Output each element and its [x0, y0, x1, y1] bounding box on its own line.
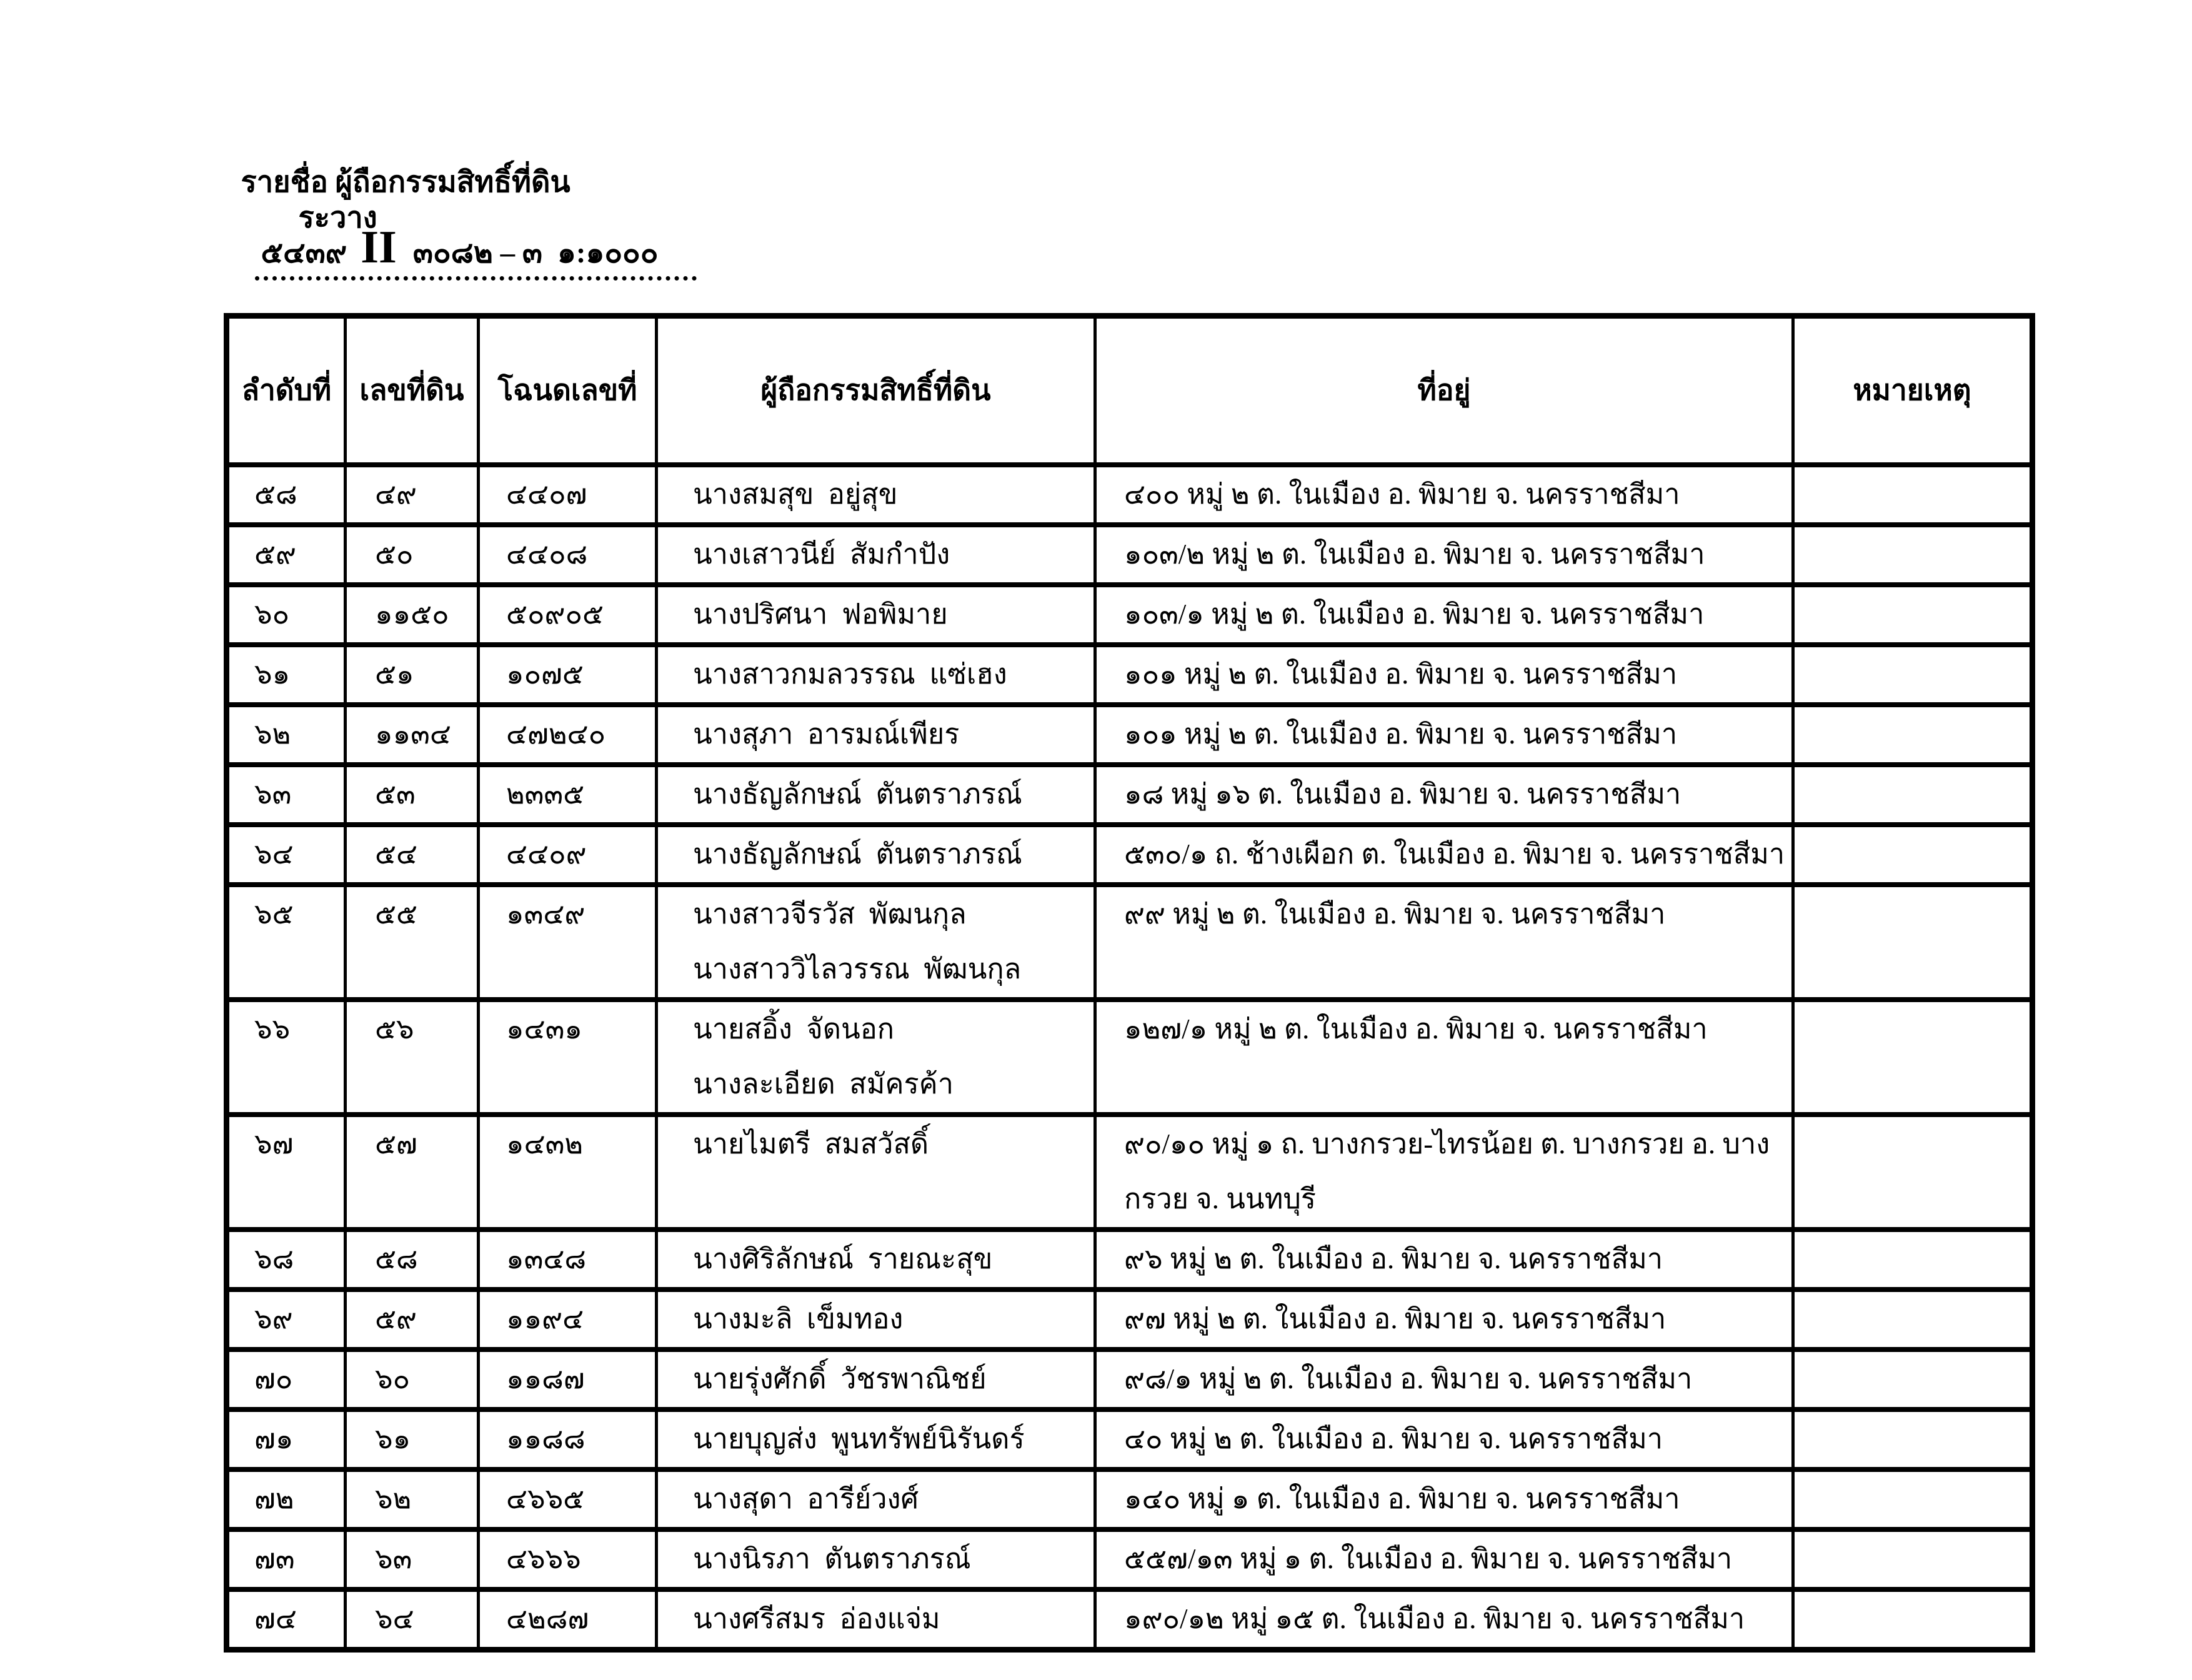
holder-cell-line: นางละเอียด สมัครค้า	[693, 1068, 954, 1100]
remark-cell-line	[1795, 647, 2030, 702]
deed-no-cell	[479, 1000, 657, 1115]
land-no-cell	[346, 705, 479, 765]
table-row	[227, 1349, 2033, 1409]
deed-no-cell	[479, 1115, 657, 1230]
table-row	[227, 1529, 2033, 1589]
deed-no-cell-line: ๔๖๖๖	[506, 1543, 581, 1574]
deed-no-cell-line: ๑๓๔๙	[506, 898, 585, 930]
seq-cell-line: ๗๒	[254, 1483, 294, 1514]
land-no-cell	[346, 1529, 479, 1589]
land-no-cell-line: ๖๒	[375, 1483, 412, 1514]
table-row	[227, 645, 2033, 705]
remark-cell-line	[1795, 1352, 2030, 1407]
holder-cell-line: นางธัญลักษณ์ ตันตราภรณ์	[693, 838, 1022, 870]
deed-no-cell-line: ๔๔๐๘	[506, 538, 588, 570]
land-no-cell-line: ๕๙	[375, 1303, 417, 1335]
deed-no-cell	[479, 1469, 657, 1529]
address-cell-line: ๙๘/๑ หมู่ ๒ ต. ในเมือง อ. พิมาย จ. นครราชสีมา	[1124, 1363, 1693, 1394]
deed-no-cell	[479, 1409, 657, 1469]
address-cell	[1095, 1000, 1793, 1115]
holder-cell	[657, 885, 1095, 1000]
deed-no-cell-line: ๑๑๙๔	[506, 1303, 584, 1335]
table-row	[227, 1290, 2033, 1349]
remark-cell	[1793, 1349, 2033, 1409]
holder-cell-line: นางศรีสมร อ่องแจ่ม	[693, 1603, 940, 1634]
table-row	[227, 1115, 2033, 1230]
remark-cell-line	[1795, 1592, 2030, 1647]
deed-no-cell-line: ๑๑๘๗	[506, 1363, 585, 1394]
land-no-cell-line: ๕๘	[375, 1243, 418, 1275]
seq-cell-line: ๖๘	[254, 1243, 294, 1275]
remark-cell	[1793, 1290, 2033, 1349]
address-cell	[1095, 1409, 1793, 1469]
holder-cell	[657, 705, 1095, 765]
deed-no-cell-line: ๔๖๖๕	[506, 1483, 585, 1514]
address-cell-line: ๑๐๑ หมู่ ๒ ต. ในเมือง อ. พิมาย จ. นครราชสีมา	[1124, 658, 1678, 690]
seq-cell-line: ๖๔	[254, 838, 294, 870]
deed-no-cell	[479, 765, 657, 825]
holder-cell	[657, 465, 1095, 525]
seq-cell	[227, 465, 346, 525]
remark-cell-line	[1795, 767, 2030, 822]
address-cell-line: ๔๐๐ หมู่ ๒ ต. ในเมือง อ. พิมาย จ. นครราชสีมา	[1124, 478, 1680, 510]
seq-cell	[227, 1290, 346, 1349]
deed-no-cell	[479, 465, 657, 525]
remark-cell	[1793, 645, 2033, 705]
sheet-number-part2: ๓๐๘๒ – ๓	[412, 237, 542, 270]
deed-no-cell	[479, 825, 657, 885]
deed-no-cell	[479, 1589, 657, 1650]
address-cell	[1095, 1115, 1793, 1230]
holder-cell	[657, 1529, 1095, 1589]
seq-cell-line: ๖๑	[254, 658, 291, 690]
deed-no-cell-line: ๑๐๗๕	[506, 658, 584, 690]
land-no-cell	[346, 525, 479, 585]
remark-cell	[1793, 885, 2033, 1000]
holder-cell-line: นางสุภา อารมณ์เพียร	[693, 718, 960, 750]
holder-cell-line: นางสาวจีรวัส พัฒนกุล	[693, 898, 967, 930]
remark-cell-line	[1795, 1532, 2030, 1587]
address-cell	[1095, 1589, 1793, 1650]
holder-cell-line: นางมะลิ เข็มทอง	[693, 1303, 904, 1335]
seq-cell	[227, 1000, 346, 1115]
deed-no-cell-line: ๕๐๙๐๕	[506, 598, 604, 630]
seq-cell	[227, 1529, 346, 1589]
seq-cell	[227, 705, 346, 765]
holder-cell	[657, 645, 1095, 705]
remark-cell	[1793, 525, 2033, 585]
holder-cell	[657, 1000, 1095, 1115]
holder-cell-line: นางนิรภา ตันตราภรณ์	[693, 1543, 971, 1574]
address-cell-line: ๙๗ หมู่ ๒ ต. ในเมือง อ. พิมาย จ. นครราชสีมา	[1124, 1303, 1666, 1335]
address-cell-line: ๑๐๓/๒ หมู่ ๒ ต. ในเมือง อ. พิมาย จ. นครราชสีมา	[1124, 538, 1705, 570]
table-row	[227, 525, 2033, 585]
land-no-cell-line: ๕๔	[375, 838, 418, 870]
deed-no-cell	[479, 1349, 657, 1409]
deed-no-cell-line: ๔๔๐๗	[506, 478, 587, 510]
seq-cell	[227, 1115, 346, 1230]
remark-cell-line	[1795, 1412, 2030, 1467]
deed-no-cell-line: ๔๒๘๗	[506, 1603, 589, 1634]
land-no-cell	[346, 1290, 479, 1349]
deed-no-cell	[479, 585, 657, 645]
holder-cell-line: นางสมสุข อยู่สุข	[693, 478, 898, 510]
seq-cell-line: ๗๐	[254, 1363, 293, 1394]
address-cell	[1095, 1349, 1793, 1409]
header-land-no: เลขที่ดิน	[346, 316, 479, 465]
header-seq: ลำดับที่	[227, 316, 346, 465]
deed-no-cell	[479, 1290, 657, 1349]
sheet-roman-numeral: II	[361, 222, 397, 274]
table-row	[227, 765, 2033, 825]
header-holder: ผู้ถือกรรมสิทธิ์ที่ดิน	[657, 316, 1095, 465]
land-no-cell-line: ๖๓	[375, 1543, 412, 1574]
deed-no-cell	[479, 705, 657, 765]
table-row	[227, 1589, 2033, 1650]
remark-cell	[1793, 1409, 2033, 1469]
land-no-cell-line: ๕๓	[375, 778, 416, 810]
land-no-cell	[346, 1349, 479, 1409]
seq-cell	[227, 765, 346, 825]
deed-no-cell-line: ๑๑๘๘	[506, 1423, 585, 1454]
header-row	[227, 316, 2033, 465]
holder-cell	[657, 585, 1095, 645]
seq-cell-line: ๖๕	[254, 898, 294, 930]
remark-cell-line	[1795, 1472, 2030, 1527]
holder-cell	[657, 1115, 1095, 1230]
land-no-cell	[346, 825, 479, 885]
holder-cell	[657, 1589, 1095, 1650]
map-scale: ๑:๑๐๐๐	[557, 237, 659, 270]
address-cell-line: ๑๔๐ หมู่ ๑ ต. ในเมือง อ. พิมาย จ. นครราชสีมา	[1124, 1483, 1680, 1514]
sheet-number	[255, 222, 697, 280]
holder-cell-line: นางสาวกมลวรรณ แซ่เฮง	[693, 658, 1007, 690]
deed-no-cell-line: ๑๔๓๑	[506, 1013, 582, 1045]
address-cell-line: ๑๐๓/๑ หมู่ ๒ ต. ในเมือง อ. พิมาย จ. นครราชสีมา	[1124, 598, 1705, 630]
table-row	[227, 825, 2033, 885]
land-no-cell-line: ๑๑๓๔	[375, 718, 451, 750]
seq-cell-line: ๖๖	[254, 1013, 291, 1045]
seq-cell-line: ๕๙	[254, 538, 297, 570]
table-row	[227, 1469, 2033, 1529]
table-row	[227, 465, 2033, 525]
land-no-cell	[346, 1115, 479, 1230]
land-no-cell	[346, 645, 479, 705]
holder-cell	[657, 525, 1095, 585]
holder-cell	[657, 1409, 1095, 1469]
address-cell	[1095, 645, 1793, 705]
address-cell-line: ๑๙๐/๑๒ หมู่ ๑๕ ต. ในเมือง อ. พิมาย จ. นครราชสีมา	[1124, 1603, 1745, 1634]
seq-cell	[227, 1469, 346, 1529]
address-cell-line: ๙๐/๑๐ หมู่ ๑ ถ. บางกรวย-ไทรน้อย ต. บางกรวย อ. บาง	[1124, 1128, 1770, 1160]
remark-cell-line	[1795, 707, 2030, 762]
holder-cell-line: นายไมตรี สมสวัสดิ์	[693, 1128, 929, 1160]
seq-cell	[227, 1349, 346, 1409]
land-no-cell-line: ๕๗	[375, 1128, 417, 1160]
remark-cell	[1793, 1230, 2033, 1290]
table-header	[227, 316, 2033, 465]
table-body	[227, 465, 2033, 1650]
holder-cell-line: นางสาววิไลวรรณ พัฒนกุล	[693, 953, 1022, 985]
seq-cell-line: ๗๔	[254, 1603, 297, 1634]
land-no-cell-line: ๑๑๕๐	[375, 598, 449, 630]
remark-cell	[1793, 1589, 2033, 1650]
deed-no-cell	[479, 1230, 657, 1290]
land-no-cell-line: ๔๙	[375, 478, 417, 510]
land-no-cell	[346, 1409, 479, 1469]
land-no-cell	[346, 885, 479, 1000]
address-cell-line: ๕๕๗/๑๓ หมู่ ๑ ต. ในเมือง อ. พิมาย จ. นครราชสีมา	[1124, 1543, 1733, 1574]
address-cell	[1095, 705, 1793, 765]
deed-no-cell	[479, 1529, 657, 1589]
header-address: ที่อยู่	[1095, 316, 1793, 465]
table-row	[227, 585, 2033, 645]
remark-cell-line	[1795, 1292, 2030, 1347]
address-cell-line: ๑๘ หมู่ ๑๖ ต. ในเมือง อ. พิมาย จ. นครราชสีมา	[1124, 778, 1681, 810]
holder-cell	[657, 825, 1095, 885]
seq-cell-line: ๗๓	[254, 1543, 295, 1574]
remark-cell-line	[1795, 1002, 2030, 1057]
table-row	[227, 1409, 2033, 1469]
seq-cell	[227, 825, 346, 885]
remark-cell-line	[1795, 527, 2030, 582]
address-cell-line: ๙๖ หมู่ ๒ ต. ในเมือง อ. พิมาย จ. นครราชสีมา	[1124, 1243, 1663, 1275]
remark-cell	[1793, 465, 2033, 525]
remark-cell	[1793, 765, 2033, 825]
remark-cell	[1793, 705, 2033, 765]
remark-cell-line	[1795, 1232, 2030, 1287]
deed-no-cell-line: ๒๓๓๕	[506, 778, 585, 810]
address-cell	[1095, 1290, 1793, 1349]
deed-no-cell	[479, 645, 657, 705]
seq-cell-line: ๕๘	[254, 478, 297, 510]
land-no-cell-line: ๕๑	[375, 658, 414, 690]
address-cell-line: ๕๓๐/๑ ถ. ช้างเผือก ต. ในเมือง อ. พิมาย จ. นครราชสีมา	[1124, 838, 1785, 870]
holder-cell-line: นายสอิ้ง จัดนอก	[693, 1013, 894, 1045]
address-cell-line: ๑๒๗/๑ หมู่ ๒ ต. ในเมือง อ. พิมาย จ. นครราชสีมา	[1124, 1013, 1708, 1045]
remark-cell-line	[1795, 1117, 2030, 1172]
address-cell-line: ๙๙ หมู่ ๒ ต. ในเมือง อ. พิมาย จ. นครราชสีมา	[1124, 898, 1666, 930]
address-cell	[1095, 1529, 1793, 1589]
remark-cell-line	[1795, 827, 2030, 882]
land-no-cell-line: ๖๔	[375, 1603, 414, 1634]
land-no-cell	[346, 1469, 479, 1529]
seq-cell	[227, 1589, 346, 1650]
remark-cell	[1793, 1000, 2033, 1115]
deed-no-cell	[479, 525, 657, 585]
holder-cell-line: นางปริศนา ฟอพิมาย	[693, 598, 948, 630]
seq-cell-line: ๖๙	[254, 1303, 293, 1335]
remark-cell-line	[1795, 587, 2030, 642]
holder-cell-line: นางเสาวนีย์ สัมกำปัง	[693, 538, 950, 570]
land-no-cell-line: ๖๐	[375, 1363, 411, 1394]
land-no-cell	[346, 1230, 479, 1290]
land-no-cell	[346, 765, 479, 825]
address-cell	[1095, 465, 1793, 525]
remark-cell	[1793, 1115, 2033, 1230]
deed-no-cell	[479, 885, 657, 1000]
land-no-cell-line: ๖๑	[375, 1423, 411, 1454]
seq-cell	[227, 1230, 346, 1290]
address-cell	[1095, 765, 1793, 825]
holder-cell	[657, 765, 1095, 825]
holder-cell-line: นางศิริลักษณ์ รายณะสุข	[693, 1243, 993, 1275]
seq-cell-line: ๖๐	[254, 598, 290, 630]
address-cell	[1095, 1469, 1793, 1529]
deed-no-cell-line: ๑๓๔๘	[506, 1243, 587, 1275]
deed-no-cell-line: ๔๗๒๔๐	[506, 718, 606, 750]
sheet-number-part1: ๕๔๓๙	[261, 237, 347, 270]
table-row	[227, 1230, 2033, 1290]
remark-cell-line	[1795, 887, 2030, 942]
header-deed-no: โฉนดเลขที่	[479, 316, 657, 465]
header-remark: หมายเหตุ	[1793, 316, 2033, 465]
sheet-label: ระวาง	[298, 201, 377, 234]
land-no-cell	[346, 1000, 479, 1115]
address-cell	[1095, 825, 1793, 885]
holder-cell	[657, 1349, 1095, 1409]
land-no-cell	[346, 585, 479, 645]
remark-cell	[1793, 585, 2033, 645]
address-cell	[1095, 885, 1793, 1000]
table-row	[227, 885, 2033, 1000]
deed-no-cell-line: ๑๔๓๒	[506, 1128, 584, 1160]
land-no-cell-line: ๕๕	[375, 898, 418, 930]
table-row	[227, 1000, 2033, 1115]
land-no-cell-line: ๕๐	[375, 538, 414, 570]
seq-cell	[227, 645, 346, 705]
land-no-cell-line: ๕๖	[375, 1013, 414, 1045]
remark-cell	[1793, 1529, 2033, 1589]
holder-cell	[657, 1230, 1095, 1290]
address-cell-line: ๑๐๑ หมู่ ๒ ต. ในเมือง อ. พิมาย จ. นครราชสีมา	[1124, 718, 1678, 750]
deed-no-cell-line: ๔๔๐๙	[506, 838, 587, 870]
remark-cell-line	[1795, 467, 2030, 522]
holder-cell-line: นายบุญส่ง พูนทรัพย์นิรันดร์	[693, 1423, 1025, 1454]
title-prefix: รายชื่อ ผู้ถือกรรมสิทธิ์ที่ดิน	[241, 166, 570, 199]
seq-cell	[227, 525, 346, 585]
address-cell	[1095, 525, 1793, 585]
holder-cell	[657, 1290, 1095, 1349]
holder-cell-line: นางสุดา อารีย์วงศ์	[693, 1483, 919, 1514]
page-title	[226, 130, 2192, 281]
seq-cell	[227, 585, 346, 645]
remark-cell	[1793, 825, 2033, 885]
table-row	[227, 705, 2033, 765]
seq-cell-line: ๖๗	[254, 1128, 294, 1160]
land-no-cell	[346, 1589, 479, 1650]
scanned-document-page	[0, 130, 2192, 1680]
remark-cell	[1793, 1469, 2033, 1529]
holder-cell	[657, 1469, 1095, 1529]
seq-cell-line: ๗๑	[254, 1423, 294, 1454]
holder-cell-line: นายรุ่งศักดิ์ วัชรพาณิชย์	[693, 1363, 987, 1394]
seq-cell-line: ๖๒	[254, 718, 291, 750]
land-no-cell	[346, 465, 479, 525]
address-cell-line: ๔๐ หมู่ ๒ ต. ในเมือง อ. พิมาย จ. นครราชสีมา	[1124, 1423, 1663, 1454]
land-owners-table	[224, 313, 2035, 1653]
address-cell	[1095, 585, 1793, 645]
address-cell-line: กรวย จ. นนทบุรี	[1124, 1183, 1317, 1215]
holder-cell-line: นางธัญลักษณ์ ตันตราภรณ์	[693, 778, 1022, 810]
seq-cell	[227, 885, 346, 1000]
seq-cell-line: ๖๓	[254, 778, 292, 810]
seq-cell	[227, 1409, 346, 1469]
address-cell	[1095, 1230, 1793, 1290]
